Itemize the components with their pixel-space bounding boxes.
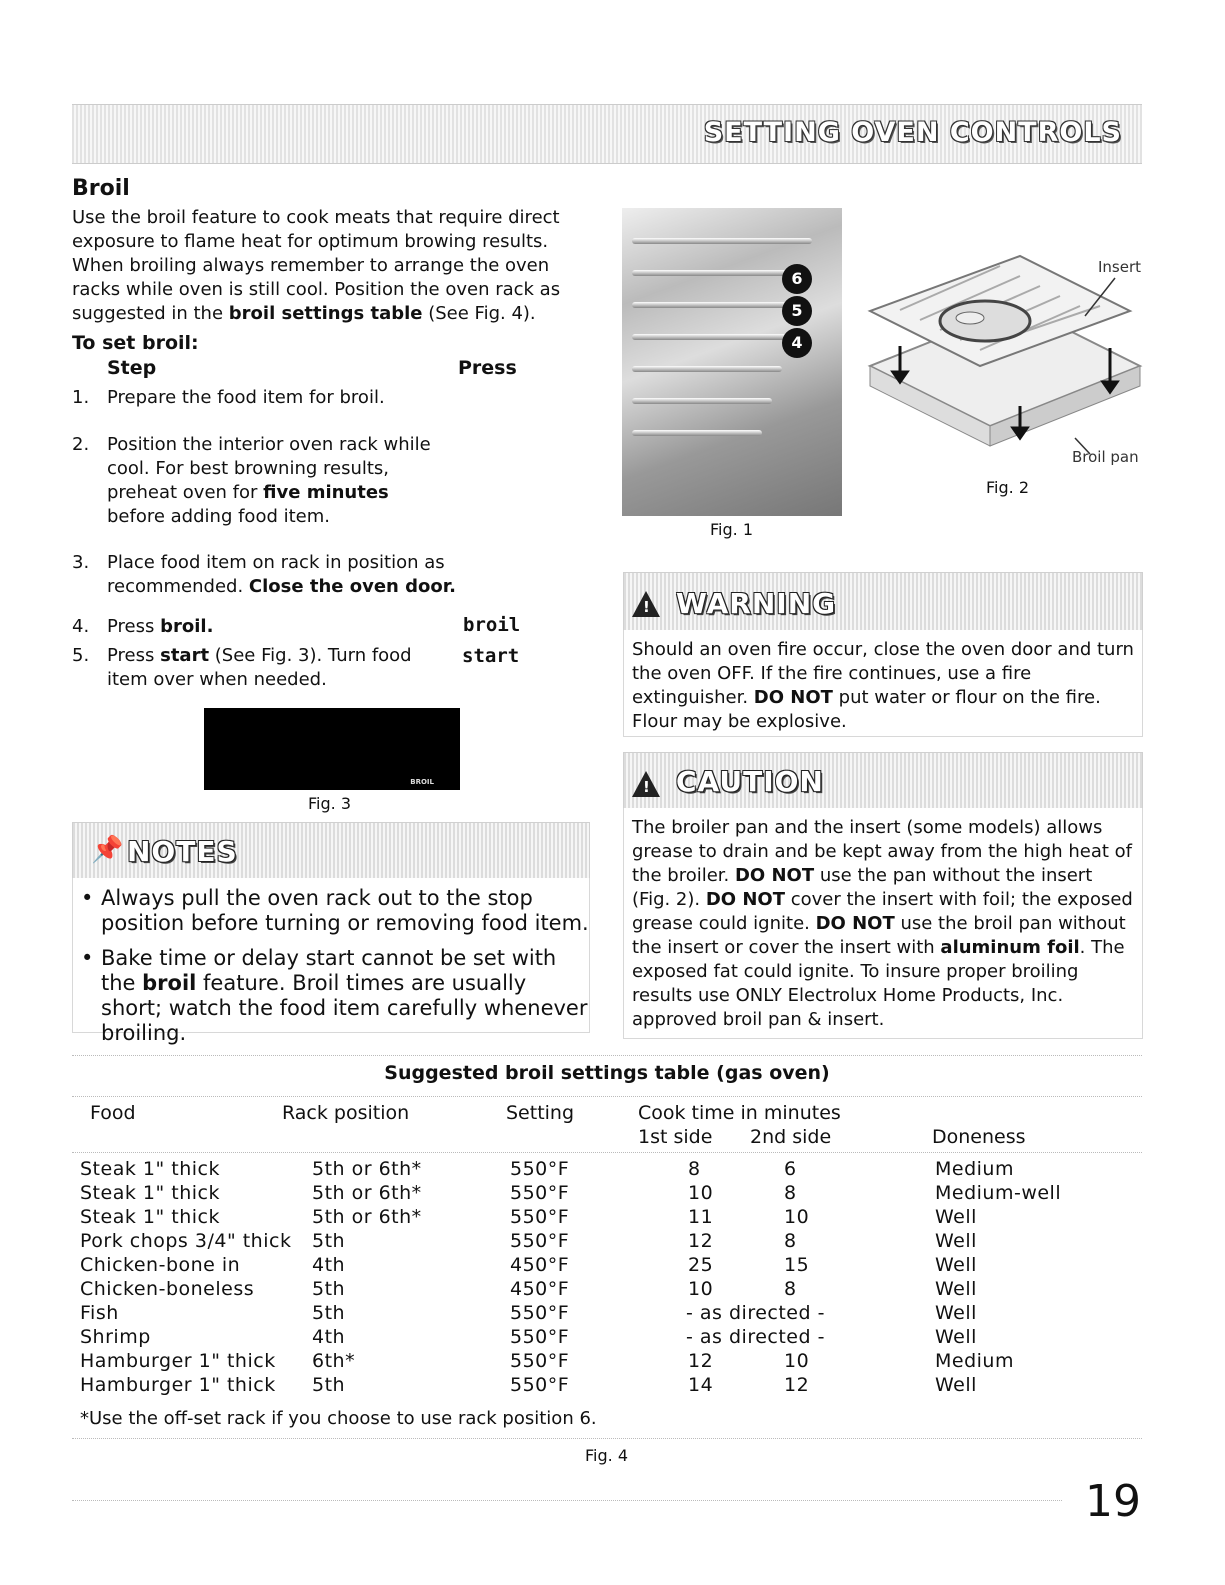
step-5 xyxy=(72,644,472,692)
cell-food: Chicken-boneless xyxy=(80,1278,255,1300)
cell-2nd-side: 8 xyxy=(784,1230,797,1252)
caution-bold: DO NOT xyxy=(815,913,895,934)
rack-rail xyxy=(632,430,762,436)
page-number: 19 xyxy=(1085,1476,1141,1527)
table-top-rule xyxy=(72,1055,1142,1056)
cell-doneness: Well xyxy=(935,1326,977,1348)
table-row xyxy=(0,1254,1225,1278)
caution-bold: DO NOT xyxy=(734,865,815,886)
cell-1st-side: - as directed - xyxy=(686,1302,825,1324)
rack-rail xyxy=(632,366,782,372)
cell-food: Fish xyxy=(80,1302,119,1324)
warning-bold: DO NOT xyxy=(753,687,833,708)
note-item xyxy=(73,946,589,1046)
step-number: 3. xyxy=(72,552,90,573)
caution-text: use the broil pan without the insert or cover the insert with xyxy=(632,913,1126,958)
warning-header xyxy=(623,572,1143,632)
table-row xyxy=(0,1230,1225,1254)
broil-intro xyxy=(72,206,562,326)
cell-setting: 550°F xyxy=(510,1206,570,1228)
caution-bold: aluminum foil xyxy=(940,937,1080,958)
rack-rail xyxy=(632,302,797,308)
cell-rack: 5th xyxy=(312,1278,346,1300)
caution-header xyxy=(623,752,1143,810)
cell-doneness: Medium-well xyxy=(935,1182,1062,1204)
step-bold: broil. xyxy=(160,616,214,637)
warning-title: WARNING xyxy=(676,587,837,620)
cell-food: Shrimp xyxy=(80,1326,151,1348)
caution-text: . The exposed fat could ignite. To insure proper broiling results use ONLY Electrolux Home Products, Inc. approved broil pan & insert. xyxy=(632,937,1125,1030)
cell-1st-side: 11 xyxy=(688,1206,714,1228)
intro-text-end: (See Fig. 4). xyxy=(422,303,536,324)
step-4 xyxy=(72,615,472,639)
oven-display-panel xyxy=(204,708,460,790)
cell-1st-side: 10 xyxy=(688,1182,714,1204)
table-row xyxy=(0,1350,1225,1374)
intro-bold: broil settings table xyxy=(228,303,423,324)
fig1-caption: Fig. 1 xyxy=(710,520,753,539)
broil-pan-label: Broil pan xyxy=(1072,448,1139,466)
cell-2nd-side: 15 xyxy=(784,1254,810,1276)
cell-setting: 550°F xyxy=(510,1302,570,1324)
cell-rack: 5th or 6th* xyxy=(312,1206,422,1228)
pushpin-icon: 📌 xyxy=(91,835,124,865)
step-3 xyxy=(72,551,472,599)
note-text-end: feature. Broil times are usually short; watch the food item carefully whenever broiling. xyxy=(101,971,588,1045)
note-bold: broil xyxy=(142,971,197,995)
cell-doneness: Well xyxy=(935,1278,977,1300)
notes-header xyxy=(72,822,590,880)
oven-rack-photo xyxy=(622,208,842,516)
caution-text: cover the insert with foil; the exposed grease could ignite. xyxy=(632,889,1133,934)
step-text-end: before adding food item. xyxy=(107,506,330,527)
caution-title: CAUTION xyxy=(676,765,824,798)
table-bottom-rule xyxy=(72,1438,1142,1439)
rack-rail xyxy=(632,398,772,404)
warning-text-end: put water or flour on the fire. Flour may be explosive. xyxy=(632,687,1101,732)
cell-2nd-side: 8 xyxy=(784,1278,797,1300)
cell-setting: 550°F xyxy=(510,1182,570,1204)
step-text-end: (See Fig. 3). Turn food item over when needed. xyxy=(107,645,412,690)
warning-body xyxy=(623,630,1143,737)
cell-doneness: Well xyxy=(935,1302,977,1324)
cell-setting: 450°F xyxy=(510,1278,570,1300)
cell-food: Pork chops 3/4" thick xyxy=(80,1230,292,1252)
header-setting: Setting xyxy=(506,1102,575,1124)
cell-food: Hamburger 1" thick xyxy=(80,1350,276,1372)
cell-rack: 6th* xyxy=(312,1350,356,1372)
cell-doneness: Well xyxy=(935,1374,977,1396)
header-1st-side: 1st side xyxy=(638,1126,713,1148)
cell-food: Steak 1" thick xyxy=(80,1158,220,1180)
insert-label: Insert xyxy=(1098,258,1142,276)
header-food: Food xyxy=(90,1102,136,1124)
cell-rack: 5th or 6th* xyxy=(312,1158,422,1180)
cell-setting: 550°F xyxy=(510,1230,570,1252)
cell-food: Chicken-bone in xyxy=(80,1254,241,1276)
table-row xyxy=(0,1374,1225,1398)
display-broil-text: BROIL xyxy=(410,778,434,786)
rack-position-4-badge: 4 xyxy=(782,328,812,358)
table-footnote: *Use the off-set rack if you choose to use rack position 6. xyxy=(80,1408,597,1429)
cell-1st-side: 8 xyxy=(688,1158,701,1180)
intro-text: Use the broil feature to cook meats that require direct exposure to flame heat for optimum browing results. When broiling always remember to arrange the oven racks while oven is still cool. Position the oven rack as suggested in the xyxy=(72,207,561,324)
caution-text: The broiler pan and the insert (some models) allows grease to drain and be kept away from the high heat of the broiler. xyxy=(632,817,1132,886)
caution-icon: ! xyxy=(632,771,660,797)
cell-doneness: Medium xyxy=(935,1158,1014,1180)
header-2nd-side: 2nd side xyxy=(750,1126,832,1148)
cell-rack: 5th xyxy=(312,1374,346,1396)
cell-setting: 550°F xyxy=(510,1326,570,1348)
rack-position-6-badge: 6 xyxy=(782,264,812,294)
caution-text: use the pan without the insert (Fig. 2). xyxy=(632,865,1093,910)
notes-body xyxy=(72,878,590,1045)
step-text: Press xyxy=(107,645,161,666)
cell-2nd-side: 8 xyxy=(784,1182,797,1204)
step-2 xyxy=(72,433,472,529)
cell-rack: 5th xyxy=(312,1230,346,1252)
step-text: Prepare the food item for broil. xyxy=(107,387,385,408)
warning-text: Should an oven fire occur, close the oven door and turn the oven OFF. If the fire continues, use a fire extinguisher. xyxy=(632,639,1134,708)
step-number: 4. xyxy=(72,616,90,637)
step-number: 5. xyxy=(72,645,90,666)
rack-rail xyxy=(632,334,792,340)
broil-heading: Broil xyxy=(72,176,130,201)
table-title: Suggested broil settings table (gas oven) xyxy=(384,1062,830,1084)
cell-1st-side: 14 xyxy=(688,1374,714,1396)
cell-2nd-side: 10 xyxy=(784,1206,810,1228)
press-broil-key: broil xyxy=(463,614,521,636)
step-text: Place food item on rack in position as recommended. xyxy=(107,552,445,597)
cell-1st-side: 12 xyxy=(688,1350,714,1372)
cell-doneness: Well xyxy=(935,1206,977,1228)
step-bold: start xyxy=(160,645,210,666)
fig3-caption: Fig. 3 xyxy=(308,794,351,813)
table-row xyxy=(0,1278,1225,1302)
table-body xyxy=(0,1158,1225,1398)
cell-doneness: Well xyxy=(935,1254,977,1276)
step-number: 1. xyxy=(72,387,90,408)
step-bold: five minutes xyxy=(263,482,389,503)
cell-rack: 5th or 6th* xyxy=(312,1182,422,1204)
caution-bold: DO NOT xyxy=(705,889,786,910)
header-cook-time: Cook time in minutes xyxy=(638,1102,841,1124)
cell-1st-side: 12 xyxy=(688,1230,714,1252)
cell-food: Steak 1" thick xyxy=(80,1182,220,1204)
table-header-rule xyxy=(72,1152,1142,1153)
table-row xyxy=(0,1326,1225,1350)
warning-icon: ! xyxy=(632,591,660,617)
table-row xyxy=(0,1158,1225,1182)
cell-rack: 5th xyxy=(312,1302,346,1324)
fig4-caption: Fig. 4 xyxy=(585,1446,628,1465)
section-banner xyxy=(72,104,1142,164)
cell-2nd-side: 10 xyxy=(784,1350,810,1372)
press-column-header: Press xyxy=(458,357,517,379)
cell-doneness: Well xyxy=(935,1230,977,1252)
fig2-caption: Fig. 2 xyxy=(986,478,1029,497)
step-text: Press xyxy=(107,616,161,637)
table-row xyxy=(0,1302,1225,1326)
cell-rack: 4th xyxy=(312,1254,346,1276)
table-title-rule xyxy=(72,1096,1142,1097)
notes-title: NOTES xyxy=(127,835,238,868)
step-bold: Close the oven door. xyxy=(248,576,456,597)
header-rack-position: Rack position xyxy=(282,1102,410,1124)
to-set-broil-label: To set broil: xyxy=(72,332,199,354)
step-text: Position the interior oven rack while cool. For best browning results, preheat oven for xyxy=(107,434,431,503)
caution-body xyxy=(623,808,1143,1039)
step-1 xyxy=(72,386,472,410)
cell-doneness: Medium xyxy=(935,1350,1014,1372)
note-item: • Always pull the oven rack out to the stop position before turning or removing food item. xyxy=(73,886,589,936)
cell-rack: 4th xyxy=(312,1326,346,1348)
cell-2nd-side: 6 xyxy=(784,1158,797,1180)
press-start-key: start xyxy=(462,645,520,667)
note-text: Bake time or delay start cannot be set with the xyxy=(101,946,557,995)
step-column-header: Step xyxy=(107,357,157,379)
cell-food: Steak 1" thick xyxy=(80,1206,220,1228)
cell-setting: 550°F xyxy=(510,1374,570,1396)
header-doneness: Doneness xyxy=(932,1126,1026,1148)
cell-1st-side: 25 xyxy=(688,1254,714,1276)
rack-rail xyxy=(632,270,802,276)
cell-food: Hamburger 1" thick xyxy=(80,1374,276,1396)
table-row xyxy=(0,1182,1225,1206)
step-number: 2. xyxy=(72,434,90,455)
table-row xyxy=(0,1206,1225,1230)
cell-1st-side: - as directed - xyxy=(686,1326,825,1348)
cell-2nd-side: 12 xyxy=(784,1374,810,1396)
footer-rule xyxy=(72,1500,1062,1501)
cell-setting: 550°F xyxy=(510,1350,570,1372)
rack-rail xyxy=(632,238,812,244)
section-title: SETTING OVEN CONTROLS xyxy=(703,117,1122,148)
cell-setting: 550°F xyxy=(510,1158,570,1180)
cell-1st-side: 10 xyxy=(688,1278,714,1300)
cell-setting: 450°F xyxy=(510,1254,570,1276)
rack-position-5-badge: 5 xyxy=(782,296,812,326)
